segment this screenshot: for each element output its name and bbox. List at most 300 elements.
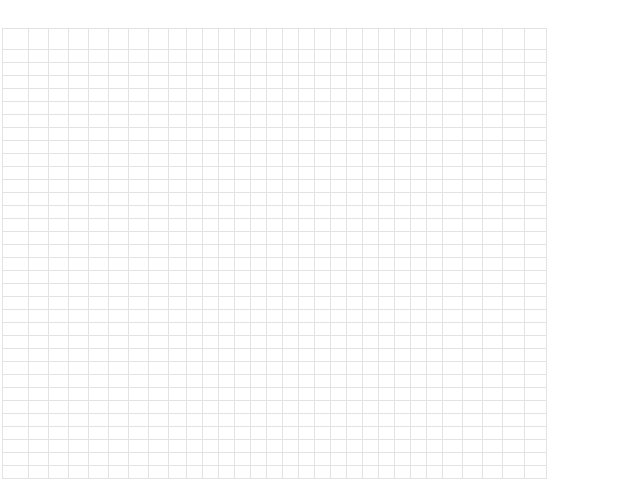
table-cell xyxy=(525,180,547,193)
table-cell xyxy=(109,466,129,479)
table-cell xyxy=(203,466,219,479)
table-cell xyxy=(49,466,69,479)
table-cell xyxy=(219,76,235,89)
table-cell xyxy=(283,401,299,414)
table-cell xyxy=(299,232,315,245)
table-cell xyxy=(219,349,235,362)
table-cell xyxy=(3,349,29,362)
table-cell xyxy=(3,219,29,232)
table-cell xyxy=(219,466,235,479)
table-cell xyxy=(347,102,363,115)
table-cell xyxy=(169,388,187,401)
table-cell xyxy=(129,193,149,206)
table-cell xyxy=(347,349,363,362)
table-cell xyxy=(89,466,109,479)
table-cell xyxy=(525,453,547,466)
table-cell xyxy=(427,193,443,206)
table-cell xyxy=(69,362,89,375)
table-cell xyxy=(89,115,109,128)
table-cell xyxy=(411,180,427,193)
table-cell xyxy=(251,206,267,219)
table-cell xyxy=(129,115,149,128)
table-cell xyxy=(69,258,89,271)
table-cell xyxy=(187,219,203,232)
table-cell xyxy=(219,232,235,245)
table-cell xyxy=(3,89,29,102)
table-cell xyxy=(379,154,395,167)
table-cell xyxy=(49,440,69,453)
table-cell xyxy=(235,50,251,63)
table-cell xyxy=(363,219,379,232)
table-cell xyxy=(363,193,379,206)
table-cell xyxy=(109,141,129,154)
table-cell xyxy=(283,115,299,128)
table-cell xyxy=(299,336,315,349)
table-cell xyxy=(525,362,547,375)
table-cell xyxy=(283,76,299,89)
table-cell xyxy=(149,466,169,479)
table-cell xyxy=(347,297,363,310)
table-cell xyxy=(251,401,267,414)
table-cell xyxy=(363,349,379,362)
header-cell xyxy=(315,29,331,50)
table-cell xyxy=(411,349,427,362)
table-cell xyxy=(283,63,299,76)
table-cell xyxy=(331,297,347,310)
table-cell xyxy=(379,89,395,102)
table-cell xyxy=(299,50,315,63)
table-cell xyxy=(483,154,503,167)
table-cell xyxy=(251,414,267,427)
table-cell xyxy=(363,128,379,141)
table-cell xyxy=(187,141,203,154)
table-cell xyxy=(203,50,219,63)
table-cell xyxy=(443,336,463,349)
table-cell xyxy=(187,336,203,349)
table-cell xyxy=(315,115,331,128)
table-cell xyxy=(251,466,267,479)
table-cell xyxy=(235,297,251,310)
table-cell xyxy=(267,167,283,180)
table-cell xyxy=(347,440,363,453)
table-cell xyxy=(49,89,69,102)
table-cell xyxy=(395,336,411,349)
table-cell xyxy=(395,219,411,232)
table-cell xyxy=(203,245,219,258)
table-cell xyxy=(315,440,331,453)
table-cell xyxy=(267,154,283,167)
table-cell xyxy=(49,401,69,414)
table-cell xyxy=(299,284,315,297)
header-cell xyxy=(89,29,109,50)
table-cell xyxy=(251,193,267,206)
table-cell xyxy=(299,141,315,154)
table-cell xyxy=(149,258,169,271)
table-cell xyxy=(463,102,483,115)
table-cell xyxy=(331,401,347,414)
table-cell xyxy=(299,362,315,375)
table-cell xyxy=(219,50,235,63)
table-cell xyxy=(69,297,89,310)
table-cell xyxy=(219,102,235,115)
table-cell xyxy=(49,193,69,206)
table-row xyxy=(3,310,547,323)
table-cell xyxy=(3,141,29,154)
table-cell xyxy=(187,76,203,89)
table-cell xyxy=(251,245,267,258)
table-cell xyxy=(503,128,525,141)
table-cell xyxy=(49,180,69,193)
table-cell xyxy=(267,362,283,375)
table-cell xyxy=(89,102,109,115)
table-cell xyxy=(411,219,427,232)
table-cell xyxy=(363,310,379,323)
table-cell xyxy=(187,193,203,206)
table-cell xyxy=(483,180,503,193)
table-cell xyxy=(395,115,411,128)
table-cell xyxy=(29,115,49,128)
table-cell xyxy=(109,349,129,362)
table-cell xyxy=(443,427,463,440)
table-cell xyxy=(219,414,235,427)
table-row xyxy=(3,466,547,479)
table-cell xyxy=(267,50,283,63)
table-row xyxy=(3,401,547,414)
table-cell xyxy=(395,180,411,193)
table-cell xyxy=(89,63,109,76)
table-cell xyxy=(203,310,219,323)
table-cell xyxy=(503,453,525,466)
table-cell xyxy=(525,102,547,115)
table-cell xyxy=(347,219,363,232)
table-cell xyxy=(29,89,49,102)
table-cell xyxy=(427,414,443,427)
table-cell xyxy=(411,466,427,479)
header-cell xyxy=(149,29,169,50)
table-cell xyxy=(363,388,379,401)
table-cell xyxy=(503,63,525,76)
table-cell xyxy=(331,167,347,180)
table-cell xyxy=(331,349,347,362)
table-cell xyxy=(149,336,169,349)
data-table xyxy=(2,28,547,479)
table-cell xyxy=(427,258,443,271)
table-cell xyxy=(267,193,283,206)
table-cell xyxy=(347,76,363,89)
table-cell xyxy=(49,167,69,180)
table-cell xyxy=(299,89,315,102)
table-cell xyxy=(503,102,525,115)
table-cell xyxy=(149,63,169,76)
table-cell xyxy=(331,128,347,141)
table-cell xyxy=(283,388,299,401)
table-cell xyxy=(443,141,463,154)
table-cell xyxy=(149,50,169,63)
table-cell xyxy=(169,427,187,440)
table-cell xyxy=(219,388,235,401)
table-cell xyxy=(149,180,169,193)
table-cell xyxy=(379,271,395,284)
table-cell xyxy=(129,440,149,453)
table-cell xyxy=(443,167,463,180)
table-cell xyxy=(69,206,89,219)
table-cell xyxy=(89,219,109,232)
table-cell xyxy=(315,427,331,440)
table-cell xyxy=(169,271,187,284)
table-row xyxy=(3,453,547,466)
table-cell xyxy=(299,310,315,323)
table-cell xyxy=(109,297,129,310)
table-cell xyxy=(463,180,483,193)
table-cell xyxy=(347,336,363,349)
table-cell xyxy=(363,141,379,154)
table-cell xyxy=(395,193,411,206)
table-cell xyxy=(169,362,187,375)
table-cell xyxy=(379,414,395,427)
table-cell xyxy=(463,141,483,154)
table-cell xyxy=(315,453,331,466)
table-cell xyxy=(3,154,29,167)
table-cell xyxy=(283,141,299,154)
table-cell xyxy=(89,453,109,466)
table-cell xyxy=(315,388,331,401)
table-cell xyxy=(219,323,235,336)
table-row xyxy=(3,362,547,375)
table-cell xyxy=(251,232,267,245)
table-cell xyxy=(109,453,129,466)
table-row xyxy=(3,258,547,271)
table-cell xyxy=(427,141,443,154)
table-cell xyxy=(235,440,251,453)
table-cell xyxy=(235,76,251,89)
table-cell xyxy=(503,258,525,271)
table-cell xyxy=(503,310,525,323)
table-cell xyxy=(411,89,427,102)
table-cell xyxy=(267,258,283,271)
table-cell xyxy=(503,193,525,206)
table-cell xyxy=(395,141,411,154)
table-cell xyxy=(411,232,427,245)
table-cell xyxy=(169,453,187,466)
table-cell xyxy=(267,323,283,336)
table-cell xyxy=(203,271,219,284)
table-cell xyxy=(149,375,169,388)
table-cell xyxy=(315,167,331,180)
table-cell xyxy=(49,102,69,115)
table-cell xyxy=(49,414,69,427)
table-cell xyxy=(3,297,29,310)
table-cell xyxy=(29,323,49,336)
table-cell xyxy=(129,258,149,271)
table-cell xyxy=(347,193,363,206)
table-row xyxy=(3,76,547,89)
table-cell xyxy=(395,297,411,310)
table-cell xyxy=(427,245,443,258)
table-cell xyxy=(89,128,109,141)
table-cell xyxy=(29,466,49,479)
table-cell xyxy=(251,427,267,440)
table-cell xyxy=(443,388,463,401)
table-cell xyxy=(299,440,315,453)
table-cell xyxy=(443,128,463,141)
table-cell xyxy=(299,193,315,206)
table-cell xyxy=(267,76,283,89)
table-cell xyxy=(203,154,219,167)
table-cell xyxy=(3,128,29,141)
table-cell xyxy=(411,141,427,154)
table-cell xyxy=(29,388,49,401)
table-cell xyxy=(427,102,443,115)
table-cell xyxy=(267,102,283,115)
table-cell xyxy=(315,323,331,336)
table-cell xyxy=(379,440,395,453)
table-cell xyxy=(395,50,411,63)
header-cell xyxy=(525,29,547,50)
table-cell xyxy=(89,349,109,362)
table-cell xyxy=(149,297,169,310)
table-cell xyxy=(427,232,443,245)
table-cell xyxy=(411,50,427,63)
table-cell xyxy=(347,89,363,102)
table-cell xyxy=(395,427,411,440)
table-cell xyxy=(347,271,363,284)
table-cell xyxy=(331,193,347,206)
table-cell xyxy=(187,50,203,63)
table-cell xyxy=(503,76,525,89)
table-cell xyxy=(203,258,219,271)
table-cell xyxy=(203,141,219,154)
header-cell xyxy=(251,29,267,50)
table-cell xyxy=(463,401,483,414)
table-cell xyxy=(251,167,267,180)
table-cell xyxy=(525,440,547,453)
table-cell xyxy=(331,414,347,427)
table-cell xyxy=(503,115,525,128)
table-cell xyxy=(463,336,483,349)
table-cell xyxy=(129,336,149,349)
table-cell xyxy=(463,466,483,479)
table-cell xyxy=(363,427,379,440)
table-cell xyxy=(219,310,235,323)
table-cell xyxy=(69,310,89,323)
table-cell xyxy=(347,388,363,401)
table-cell xyxy=(49,453,69,466)
table-cell xyxy=(251,323,267,336)
table-cell xyxy=(315,375,331,388)
table-cell xyxy=(379,50,395,63)
table-cell xyxy=(187,102,203,115)
table-cell xyxy=(347,453,363,466)
table-cell xyxy=(283,310,299,323)
table-cell xyxy=(3,258,29,271)
table-cell xyxy=(411,284,427,297)
table-cell xyxy=(347,466,363,479)
table-row xyxy=(3,388,547,401)
table-cell xyxy=(503,362,525,375)
table-cell xyxy=(395,284,411,297)
table-cell xyxy=(411,310,427,323)
table-cell xyxy=(443,258,463,271)
table-cell xyxy=(203,414,219,427)
table-cell xyxy=(49,76,69,89)
table-cell xyxy=(187,310,203,323)
table-cell xyxy=(363,102,379,115)
table-cell xyxy=(3,466,29,479)
table-cell xyxy=(251,180,267,193)
table-cell xyxy=(315,154,331,167)
table-row xyxy=(3,440,547,453)
table-cell xyxy=(89,167,109,180)
table-cell xyxy=(315,206,331,219)
table-cell xyxy=(251,102,267,115)
table-cell xyxy=(267,232,283,245)
table-cell xyxy=(525,414,547,427)
table-cell xyxy=(525,128,547,141)
table-cell xyxy=(29,245,49,258)
table-cell xyxy=(109,63,129,76)
header-cell xyxy=(29,29,49,50)
table-cell xyxy=(3,284,29,297)
table-cell xyxy=(3,76,29,89)
table-cell xyxy=(411,128,427,141)
table-cell xyxy=(203,102,219,115)
table-cell xyxy=(315,349,331,362)
table-cell xyxy=(299,102,315,115)
table-cell xyxy=(235,427,251,440)
table-cell xyxy=(69,466,89,479)
table-cell xyxy=(89,76,109,89)
table-cell xyxy=(203,180,219,193)
table-cell xyxy=(363,167,379,180)
table-cell xyxy=(109,375,129,388)
table-cell xyxy=(331,336,347,349)
table-cell xyxy=(443,271,463,284)
table-cell xyxy=(283,323,299,336)
table-cell xyxy=(395,453,411,466)
table-cell xyxy=(483,167,503,180)
table-cell xyxy=(49,128,69,141)
table-cell xyxy=(267,414,283,427)
table-cell xyxy=(69,323,89,336)
table-cell xyxy=(427,466,443,479)
table-cell xyxy=(443,50,463,63)
table-cell xyxy=(463,115,483,128)
table-cell xyxy=(235,219,251,232)
table-cell xyxy=(443,349,463,362)
table-cell xyxy=(251,375,267,388)
table-cell xyxy=(251,50,267,63)
table-cell xyxy=(129,206,149,219)
table-cell xyxy=(411,388,427,401)
table-cell xyxy=(315,128,331,141)
table-cell xyxy=(109,154,129,167)
table-cell xyxy=(463,310,483,323)
table-cell xyxy=(299,180,315,193)
table-cell xyxy=(89,193,109,206)
table-cell xyxy=(363,50,379,63)
table-cell xyxy=(69,193,89,206)
table-cell xyxy=(235,466,251,479)
table-cell xyxy=(29,440,49,453)
table-cell xyxy=(129,245,149,258)
table-cell xyxy=(315,102,331,115)
table-cell xyxy=(69,401,89,414)
table-cell xyxy=(483,115,503,128)
table-cell xyxy=(483,206,503,219)
table-cell xyxy=(347,115,363,128)
table-cell xyxy=(149,323,169,336)
table-cell xyxy=(483,336,503,349)
